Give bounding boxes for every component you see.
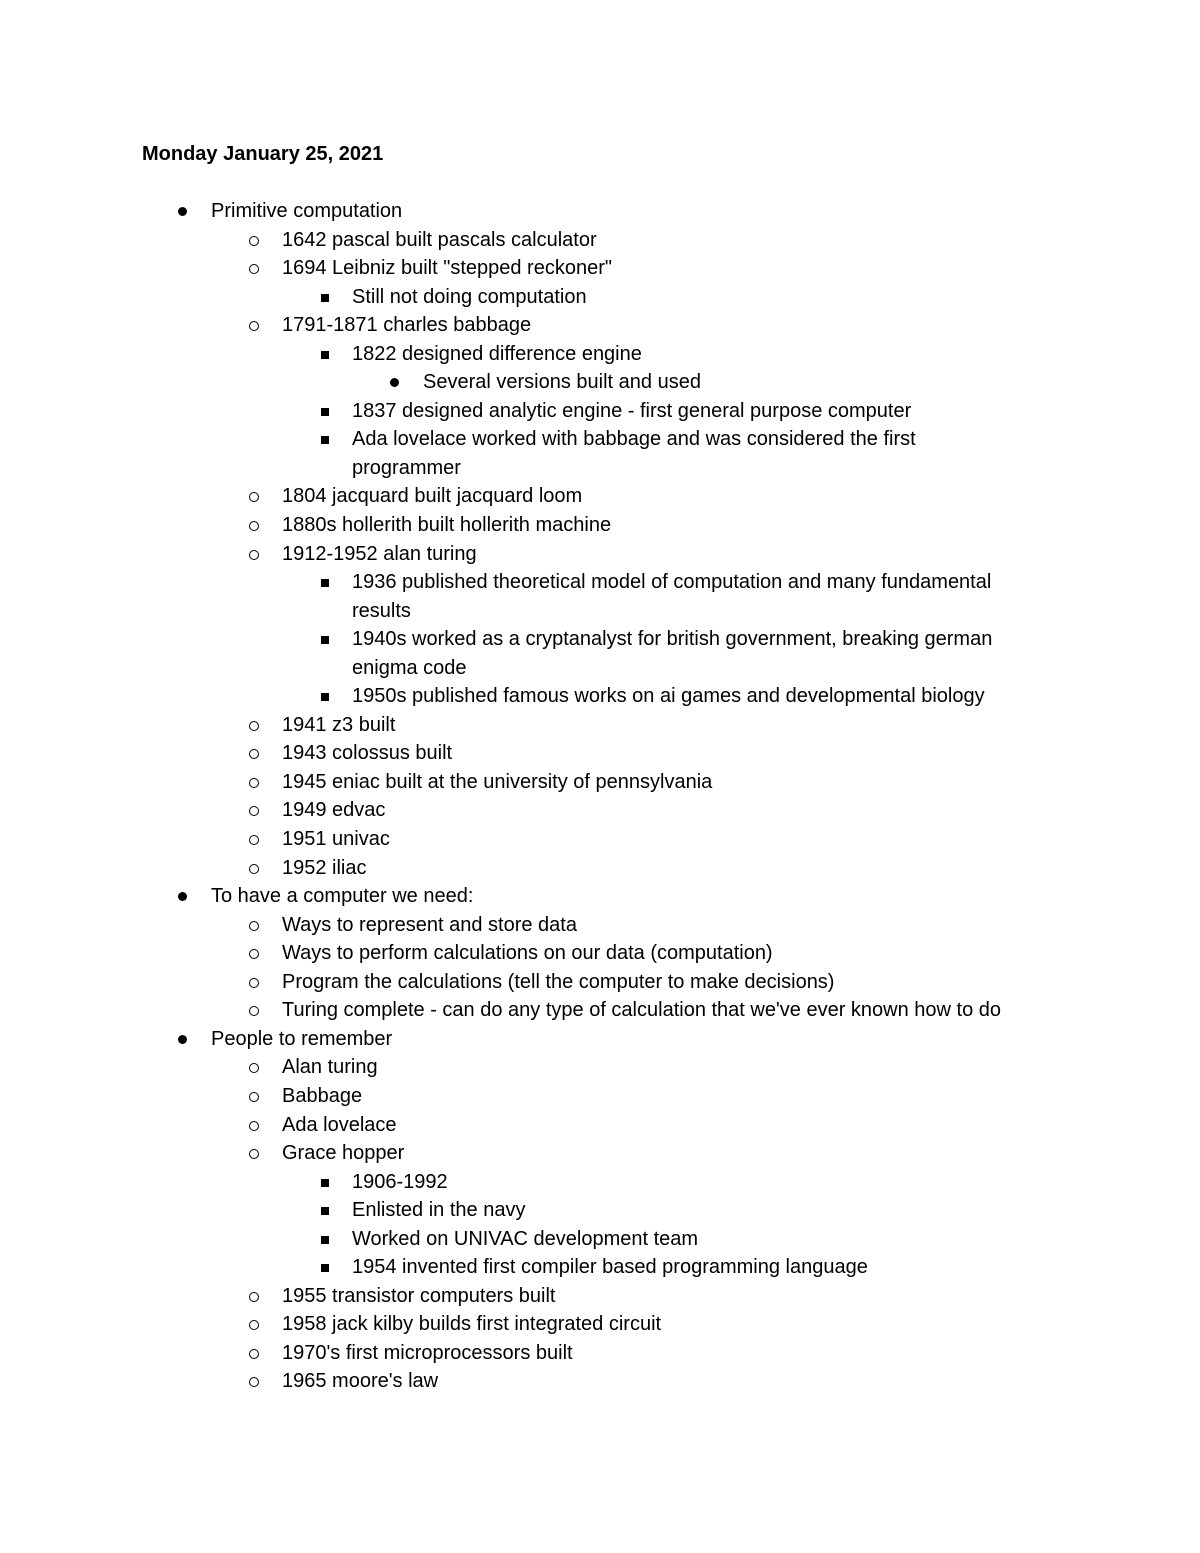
list-item (0, 368, 1200, 397)
list-item (0, 768, 1200, 797)
square-bullet-icon (316, 1196, 336, 1225)
circle-bullet-icon (246, 540, 266, 569)
list-item-text (352, 682, 985, 711)
list-item-line: Turing complete - can do any type of calculation that we've ever known how to do (282, 999, 1002, 1022)
list-item-line: Ways to perform calculations on our data (computation) (282, 942, 773, 965)
list-item (0, 1082, 1200, 1111)
notes-list (0, 197, 1200, 1396)
list-item (0, 682, 1200, 711)
disc-bullet-icon (174, 197, 194, 226)
circle-bullet-icon (246, 711, 266, 740)
square-bullet-icon (316, 1253, 336, 1282)
list-item-text (352, 625, 992, 682)
list-item (0, 1053, 1200, 1082)
list-item-line: Alan turing (282, 1056, 378, 1079)
list-item (0, 226, 1200, 255)
list-item (0, 482, 1200, 511)
list-item-line: Grace hopper (282, 1142, 405, 1165)
list-item (0, 540, 1200, 569)
list-item (0, 625, 1200, 682)
list-item (0, 1253, 1200, 1282)
list-item-line: 1694 Leibniz built "stepped reckoner" (282, 257, 612, 280)
list-item (0, 340, 1200, 369)
circle-bullet-icon (246, 1082, 266, 1111)
list-item-text (282, 968, 834, 997)
list-item-line: 1791-1871 charles babbage (282, 314, 532, 337)
square-bullet-icon (316, 682, 336, 711)
list-item-line: 1951 univac (282, 828, 390, 851)
list-item-text (282, 1310, 661, 1339)
list-item (0, 311, 1200, 340)
circle-bullet-icon (246, 854, 266, 883)
list-item-text (211, 1025, 392, 1054)
list-item-text (352, 568, 991, 625)
list-item-line: Enlisted in the navy (352, 1199, 526, 1222)
list-item-line: Worked on UNIVAC development team (352, 1227, 699, 1250)
list-item-text (282, 1339, 573, 1368)
list-item-text (352, 1253, 868, 1282)
list-item-line: Program the calculations (tell the computer to make decisions) (282, 970, 835, 993)
circle-bullet-icon (246, 482, 266, 511)
list-item-line: 1804 jacquard built jacquard loom (282, 485, 583, 508)
square-bullet-icon (316, 340, 336, 369)
list-item-line: Ada lovelace (282, 1113, 397, 1136)
circle-bullet-icon (246, 825, 266, 854)
list-item (0, 1139, 1200, 1168)
circle-bullet-icon (246, 796, 266, 825)
list-item-line: 1950s published famous works on ai games and developmental biology (352, 685, 985, 708)
circle-bullet-icon (246, 1282, 266, 1311)
list-item-text (282, 796, 385, 825)
list-item-text (282, 1111, 397, 1140)
list-item-line: 1936 published theoretical model of computation and many fundamental (352, 571, 992, 594)
list-item (0, 1367, 1200, 1396)
list-item (0, 197, 1200, 226)
circle-bullet-icon (246, 1310, 266, 1339)
list-item (0, 1025, 1200, 1054)
list-item (0, 939, 1200, 968)
list-item-text (352, 397, 911, 426)
list-item-text (282, 939, 773, 968)
list-item (0, 1282, 1200, 1311)
square-bullet-icon (316, 568, 336, 597)
list-item-line: Ada lovelace worked with babbage and was considered the first (352, 428, 916, 451)
square-bullet-icon (316, 425, 336, 454)
list-item-text (352, 1196, 525, 1225)
list-item-text (352, 340, 642, 369)
list-item-line: Several versions built and used (423, 371, 701, 394)
list-item-text (282, 854, 367, 883)
list-item (0, 1225, 1200, 1254)
circle-bullet-icon (246, 768, 266, 797)
list-item-text (282, 711, 395, 740)
list-item-text (211, 197, 402, 226)
list-item-line: 1880s hollerith built hollerith machine (282, 514, 612, 537)
list-item (0, 425, 1200, 482)
list-item (0, 254, 1200, 283)
list-item-line: 1642 pascal built pascals calculator (282, 228, 597, 251)
list-item-text (282, 1367, 438, 1396)
list-item-text (352, 1168, 448, 1197)
list-item (0, 968, 1200, 997)
list-item (0, 1196, 1200, 1225)
list-item (0, 1339, 1200, 1368)
disc-bullet-icon (386, 368, 406, 397)
circle-bullet-icon (246, 311, 266, 340)
list-item-text (352, 425, 916, 482)
list-item-line: Ways to represent and store data (282, 913, 577, 936)
list-item (0, 1111, 1200, 1140)
list-item-text (282, 1139, 404, 1168)
list-item-text (282, 911, 577, 940)
list-item (0, 854, 1200, 883)
list-item-line: 1945 eniac built at the university of pennsylvania (282, 770, 713, 793)
list-item (0, 397, 1200, 426)
circle-bullet-icon (246, 911, 266, 940)
list-item-line: 1954 invented first compiler based programming language (352, 1256, 868, 1279)
list-item (0, 1168, 1200, 1197)
list-item-text (211, 882, 473, 911)
square-bullet-icon (316, 625, 336, 654)
square-bullet-icon (316, 1225, 336, 1254)
list-item-text (282, 739, 452, 768)
list-item-line: 1958 jack kilby builds first integrated circuit (282, 1313, 662, 1336)
circle-bullet-icon (246, 996, 266, 1025)
list-item-line: 1822 designed difference engine (352, 342, 642, 365)
list-item (0, 911, 1200, 940)
circle-bullet-icon (246, 1339, 266, 1368)
list-item-text (282, 825, 390, 854)
list-item-text (352, 283, 587, 312)
list-item-line: 1912-1952 alan turing (282, 542, 477, 565)
list-item-text (282, 1282, 555, 1311)
list-item-line: To have a computer we need: (211, 885, 474, 908)
list-item-line: Still not doing computation (352, 285, 587, 308)
list-item-line: 1955 transistor computers built (282, 1284, 556, 1307)
circle-bullet-icon (246, 739, 266, 768)
circle-bullet-icon (246, 1139, 266, 1168)
list-item (0, 711, 1200, 740)
list-item-line: 1970's first microprocessors built (282, 1341, 573, 1364)
square-bullet-icon (316, 283, 336, 312)
list-item (0, 796, 1200, 825)
circle-bullet-icon (246, 968, 266, 997)
list-item-line: programmer (352, 456, 461, 479)
list-item-text (282, 226, 597, 255)
list-item-line: enigma code (352, 656, 467, 679)
list-item-text (282, 311, 531, 340)
list-item (0, 996, 1200, 1025)
list-item-line: Primitive computation (211, 200, 403, 222)
circle-bullet-icon (246, 1053, 266, 1082)
list-item-line: 1940s worked as a cryptanalyst for british government, breaking german (352, 628, 993, 651)
square-bullet-icon (316, 1168, 336, 1197)
circle-bullet-icon (246, 226, 266, 255)
list-item-text (282, 511, 611, 540)
list-item-text (423, 368, 701, 397)
list-item (0, 825, 1200, 854)
page-title: Monday January 25, 2021 (142, 143, 384, 165)
list-item-text (282, 482, 582, 511)
list-item-text (282, 1082, 362, 1111)
circle-bullet-icon (246, 1111, 266, 1140)
list-item-line: 1941 z3 built (282, 713, 396, 736)
list-item-line: 1906-1992 (352, 1170, 448, 1193)
list-item-line: Babbage (282, 1084, 363, 1107)
list-item (0, 568, 1200, 625)
list-item-text (282, 768, 712, 797)
disc-bullet-icon (174, 1025, 194, 1054)
list-item (0, 739, 1200, 768)
circle-bullet-icon (246, 511, 266, 540)
list-item-line: results (352, 599, 411, 622)
square-bullet-icon (316, 397, 336, 426)
list-item-line: 1837 designed analytic engine - first general purpose computer (352, 399, 912, 422)
list-item (0, 882, 1200, 911)
list-item-line: 1952 iliac (282, 856, 367, 879)
list-item-line: 1965 moore's law (282, 1370, 439, 1393)
list-item (0, 1310, 1200, 1339)
list-item (0, 283, 1200, 312)
list-item-text (282, 254, 612, 283)
list-item-line: 1943 colossus built (282, 742, 453, 765)
circle-bullet-icon (246, 939, 266, 968)
list-item (0, 511, 1200, 540)
list-item-text (282, 540, 477, 569)
list-item-line: People to remember (211, 1027, 393, 1050)
disc-bullet-icon (174, 882, 194, 911)
list-item-line: 1949 edvac (282, 799, 386, 822)
list-item-text (352, 1225, 698, 1254)
circle-bullet-icon (246, 254, 266, 283)
circle-bullet-icon (246, 1367, 266, 1396)
list-item-text (282, 996, 1001, 1025)
list-item-text (282, 1053, 378, 1082)
